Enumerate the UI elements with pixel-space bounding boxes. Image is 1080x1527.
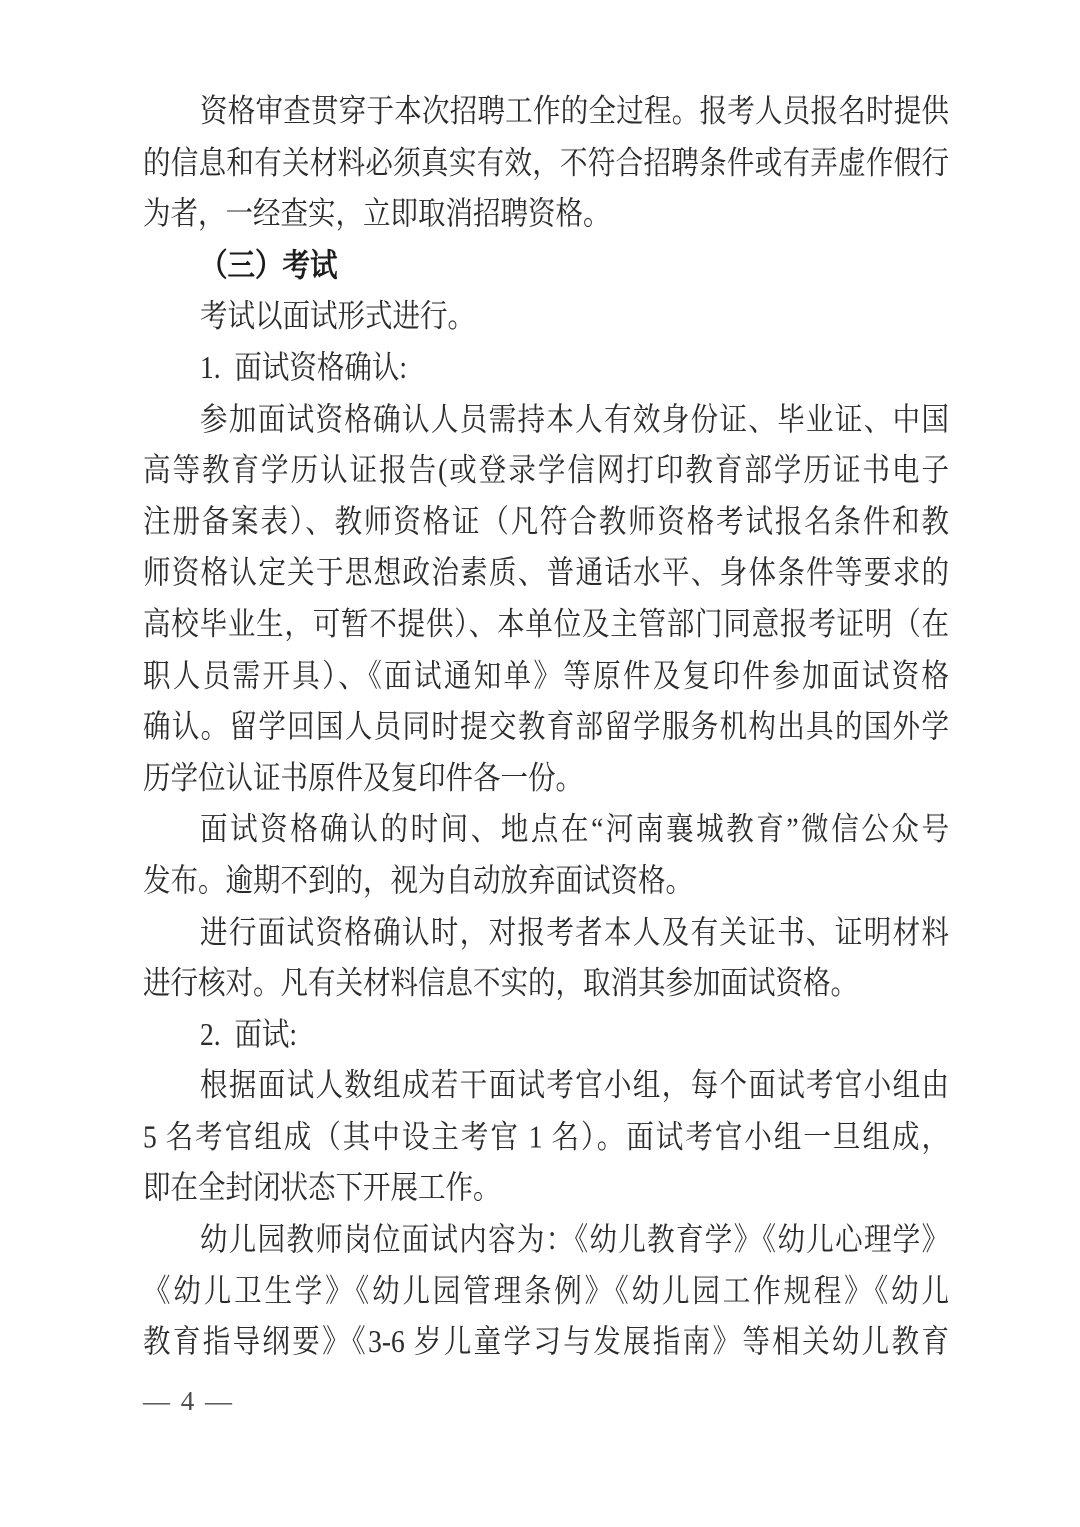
- page-number: — 4 —: [143, 1386, 234, 1416]
- text-line-14: 历学位认证书原件及复印件各一份。: [143, 759, 583, 796]
- text-line-10: 师资格认定关于思想政治素质、普通话水平、身体条件等要求的: [143, 554, 949, 591]
- text-line-17: 进行面试资格确认时，对报考者本人及有关证书、证明材料: [200, 913, 949, 950]
- text-line-16: 发布。逾期不到的，视为自动放弃面试资格。: [143, 862, 693, 898]
- text-line-9: 注册备案表）、教师资格证（凡符合教师资格考试报名条件和教: [143, 503, 949, 539]
- document-body: [143, 86, 949, 1368]
- page-footer: [143, 1384, 234, 1418]
- text-line-23: 幼儿园教师岗位面试内容为：《幼儿教育学》《幼儿心理学》: [200, 1221, 949, 1257]
- text-line-1: 资格审查贯穿于本次招聘工作的全过程。报考人员报名时提供: [200, 92, 949, 129]
- text-line-13: 确认。留学回国人员同时提交教育部留学服务机构出具的国外学: [143, 708, 949, 744]
- text-line-21: 5 名考官组成（其中设主考官 1 名）。面试考官小组一旦组成，: [143, 1118, 949, 1155]
- text-line-3: 为者，一经查实，立即取消招聘资格。: [143, 195, 611, 232]
- text-line-2: 的信息和有关材料必须真实有效，不符合招聘条件或有弄虚作假行: [143, 144, 949, 180]
- text-line-11: 高校毕业生，可暂不提供）、本单位及主管部门同意报考证明（在: [143, 605, 949, 642]
- text-line-22: 即在全封闭状态下开展工作。: [143, 1169, 501, 1206]
- text-line-15: 面试资格确认的时间、地点在“河南襄城教育”微信公众号: [200, 810, 949, 847]
- text-line-19: 2. 面试:: [200, 1015, 298, 1052]
- text-line-8: 高等教育学历认证报告(或登录学信网打印教育部学历证书电子: [143, 451, 949, 488]
- text-line-20: 根据面试人数组成若干面试考官小组，每个面试考官小组由: [200, 1067, 949, 1103]
- text-line-7: 参加面试资格确认人员需持本人有效身份证、毕业证、中国: [200, 400, 949, 437]
- text-line-6: 1. 面试资格确认:: [200, 349, 408, 385]
- text-line-12: 职人员需开具）、《面试通知单》等原件及复印件参加面试资格: [143, 657, 949, 693]
- text-line-24: 《幼儿卫生学》《幼儿园管理条例》《幼儿园工作规程》《幼儿: [143, 1272, 949, 1309]
- text-line-25: 教育指导纲要》《3-6 岁儿童学习与发展指南》等相关幼儿教育: [143, 1323, 949, 1360]
- text-line-5: 考试以面试形式进行。: [200, 298, 475, 334]
- section-heading: （三）考试: [200, 246, 338, 283]
- text-line-18: 进行核对。凡有关材料信息不实的，取消其参加面试资格。: [143, 964, 858, 1001]
